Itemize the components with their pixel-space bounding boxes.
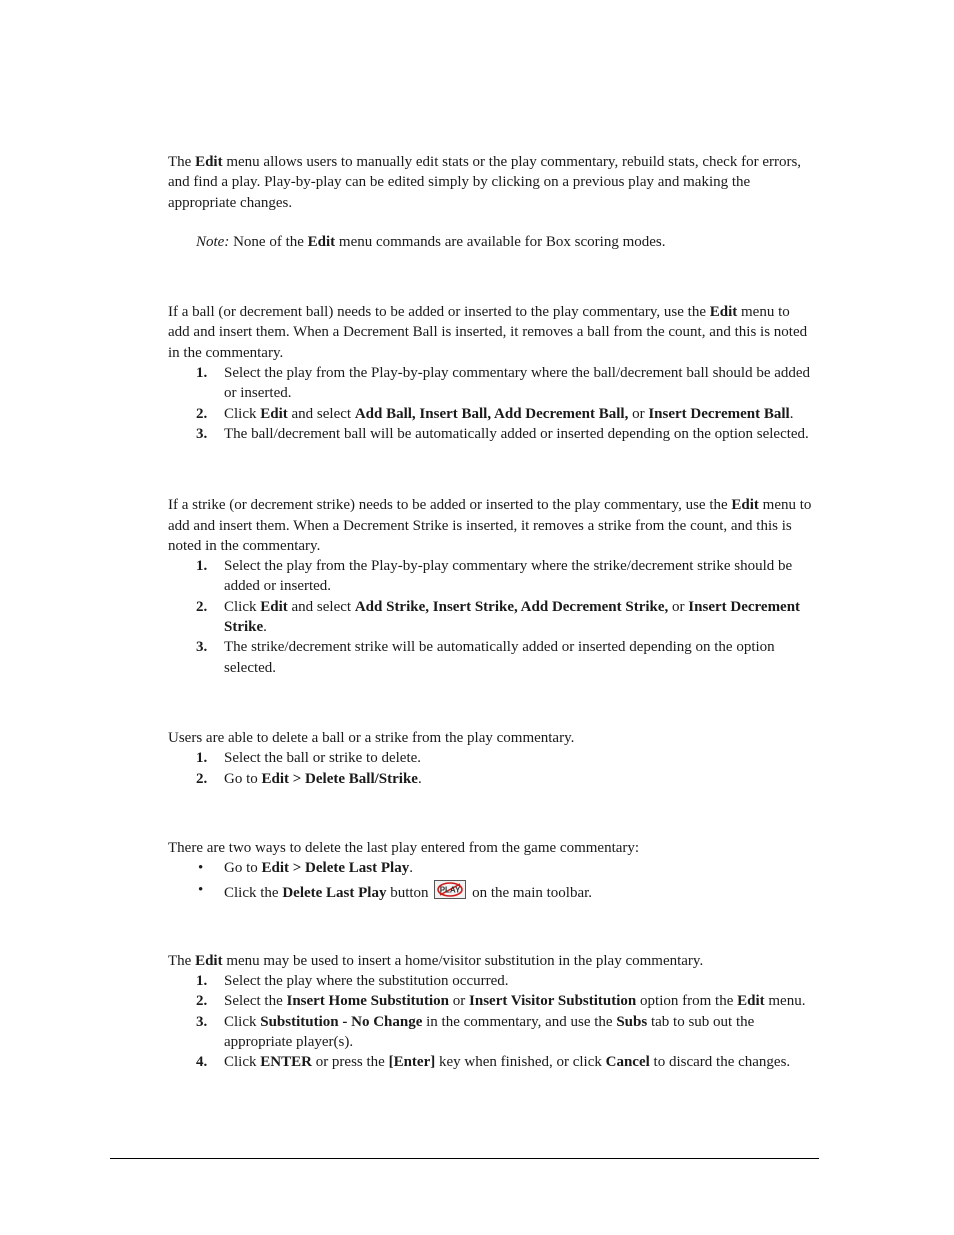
bullet: • xyxy=(198,882,204,899)
list-item xyxy=(168,1012,814,1053)
bold-text: Insert Decrement Ball xyxy=(648,405,790,422)
text: menu may be used to insert a home/visitor substitution in the play commentary. xyxy=(222,952,704,969)
text: Go to xyxy=(224,860,262,877)
text: menu commands are available for Box scoring modes. xyxy=(335,233,666,250)
text: Click the xyxy=(224,885,283,902)
text: on the main toolbar. xyxy=(468,885,593,902)
text: The xyxy=(168,154,196,170)
text: None of the xyxy=(229,233,308,250)
text: . xyxy=(789,405,794,422)
step-number: 3. xyxy=(196,1013,208,1030)
step-number: 4. xyxy=(196,1054,208,1071)
text: Click xyxy=(224,405,261,422)
bold-text: [Enter] xyxy=(388,1054,436,1071)
text: Select the play from the Play-by-play commentary where the strike/decrement strike should be added or inserted. xyxy=(224,558,793,595)
text: menu to add and insert them. When a Decrement Strike is inserted, it removes a strike from the count, and this is noted in the commentary. xyxy=(168,497,812,554)
list-item xyxy=(168,1052,814,1072)
text: The xyxy=(168,952,196,969)
intro-paragraph xyxy=(168,152,814,213)
bold-text: Edit > Delete Last Play xyxy=(261,860,410,877)
note-paragraph xyxy=(196,232,814,252)
text: If a ball (or decrement ball) needs to be added or inserted to the play commentary, use the xyxy=(168,304,710,321)
list-item xyxy=(168,637,814,678)
step-number: 1. xyxy=(196,558,208,575)
delete-last-play-paragraph xyxy=(168,838,814,858)
ball-steps xyxy=(168,363,814,444)
bold-text: Edit xyxy=(709,304,738,321)
text: Click xyxy=(224,1054,261,1071)
text: . xyxy=(263,619,267,636)
list-item xyxy=(168,597,814,638)
text: or xyxy=(449,993,470,1010)
text: to discard the changes. xyxy=(649,1054,791,1071)
text: Select the xyxy=(224,993,287,1010)
bold-text: Edit xyxy=(195,952,223,969)
bold-text: Edit xyxy=(195,154,223,170)
footer-rule xyxy=(110,1158,819,1159)
step-number: 2. xyxy=(196,405,208,422)
icon-label: PLAY xyxy=(440,885,461,895)
document-body xyxy=(168,152,814,1073)
text: Click xyxy=(224,598,261,615)
step-number: 1. xyxy=(196,750,208,767)
bold-text: Edit > Delete Ball/Strike xyxy=(261,770,418,787)
step-number: 2. xyxy=(196,598,208,615)
text: . xyxy=(409,860,413,877)
text: Select the play from the Play-by-play commentary where the ball/decrement ball should be added or inserted. xyxy=(224,365,811,402)
note-label: Note: xyxy=(196,233,230,250)
text: Go to xyxy=(224,770,262,787)
step-number: 3. xyxy=(196,639,208,656)
list-item xyxy=(168,363,814,404)
text: The ball/decrement ball will be automatically added or inserted depending on the option selected. xyxy=(224,425,809,442)
substitution-paragraph xyxy=(168,951,814,971)
text: There are two ways to delete the last play entered from the game commentary: xyxy=(168,839,640,856)
bold-text: Substitution - No Change xyxy=(260,1013,423,1030)
text: or xyxy=(628,405,649,422)
bullet: • xyxy=(198,860,204,877)
list-item xyxy=(168,880,814,903)
bold-text: Subs xyxy=(616,1013,648,1030)
delete-last-play-list xyxy=(168,858,814,904)
step-number: 1. xyxy=(196,973,208,990)
text: key when finished, or click xyxy=(435,1054,606,1071)
bold-text: ENTER xyxy=(260,1054,312,1071)
text: The strike/decrement strike will be automatically added or inserted depending on the option selected. xyxy=(224,639,775,676)
text: button xyxy=(386,885,433,902)
text: Click xyxy=(224,1013,261,1030)
text: and select xyxy=(287,405,355,422)
text: tab to sub out the appropriate player(s). xyxy=(224,1013,755,1050)
text: and select xyxy=(287,598,355,615)
bold-text: Edit xyxy=(737,993,765,1010)
bold-text: Delete Last Play xyxy=(282,885,387,902)
text: or xyxy=(668,598,689,615)
strike-paragraph xyxy=(168,495,814,556)
bold-text: Edit xyxy=(731,497,759,514)
text: Select the ball or strike to delete. xyxy=(224,750,422,767)
bold-text: Insert Visitor Substitution xyxy=(469,993,637,1010)
list-item xyxy=(168,424,814,444)
list-item xyxy=(168,748,814,768)
bold-text: Add Strike, Insert Strike, Add Decrement Strike, xyxy=(354,598,669,615)
list-item xyxy=(168,991,814,1011)
text: Users are able to delete a ball or a strike from the play commentary. xyxy=(168,729,575,746)
bold-text: Insert Decrement Strike xyxy=(224,598,801,636)
list-item xyxy=(168,769,814,789)
text: menu. xyxy=(764,993,806,1010)
text: . xyxy=(417,770,422,787)
delete-last-play-icon[interactable] xyxy=(434,880,466,899)
text: in the commentary, and use the xyxy=(422,1013,617,1030)
list-item xyxy=(168,404,814,424)
bold-text: Edit xyxy=(307,233,336,250)
list-item xyxy=(168,971,814,991)
step-number: 2. xyxy=(196,993,208,1010)
text: or press the xyxy=(311,1054,389,1071)
delete-ball-strike-steps xyxy=(168,748,814,789)
ball-paragraph xyxy=(168,302,814,363)
text: If a strike (or decrement strike) needs to be added or inserted to the play commentary, use the xyxy=(168,497,732,514)
substitution-steps xyxy=(168,971,814,1072)
strike-steps xyxy=(168,556,814,678)
list-item xyxy=(168,858,814,878)
bold-text: Cancel xyxy=(605,1054,650,1071)
list-item xyxy=(168,556,814,597)
delete-ball-strike-paragraph xyxy=(168,728,814,748)
step-number: 2. xyxy=(196,770,208,787)
text: option from the xyxy=(636,993,738,1010)
bold-text: Edit xyxy=(260,405,288,422)
text: Select the play where the substitution occurred. xyxy=(224,973,509,990)
bold-text: Edit xyxy=(260,598,288,615)
bold-text: Insert Home Substitution xyxy=(286,993,450,1010)
step-number: 3. xyxy=(196,425,208,442)
text: menu to add and insert them. When a Decrement Ball is inserted, it removes a ball from the count, and this is noted in the commentary. xyxy=(168,304,808,361)
text: menu allows users to manually edit stats or the play commentary, rebuild stats, check for errors, and find a play. Play-by-play can be edited simply by clicking on a previous play and making the appropriate changes. xyxy=(168,154,802,211)
step-number: 1. xyxy=(196,365,208,382)
bold-text: Add Ball, Insert Ball, Add Decrement Ball, xyxy=(354,405,629,422)
